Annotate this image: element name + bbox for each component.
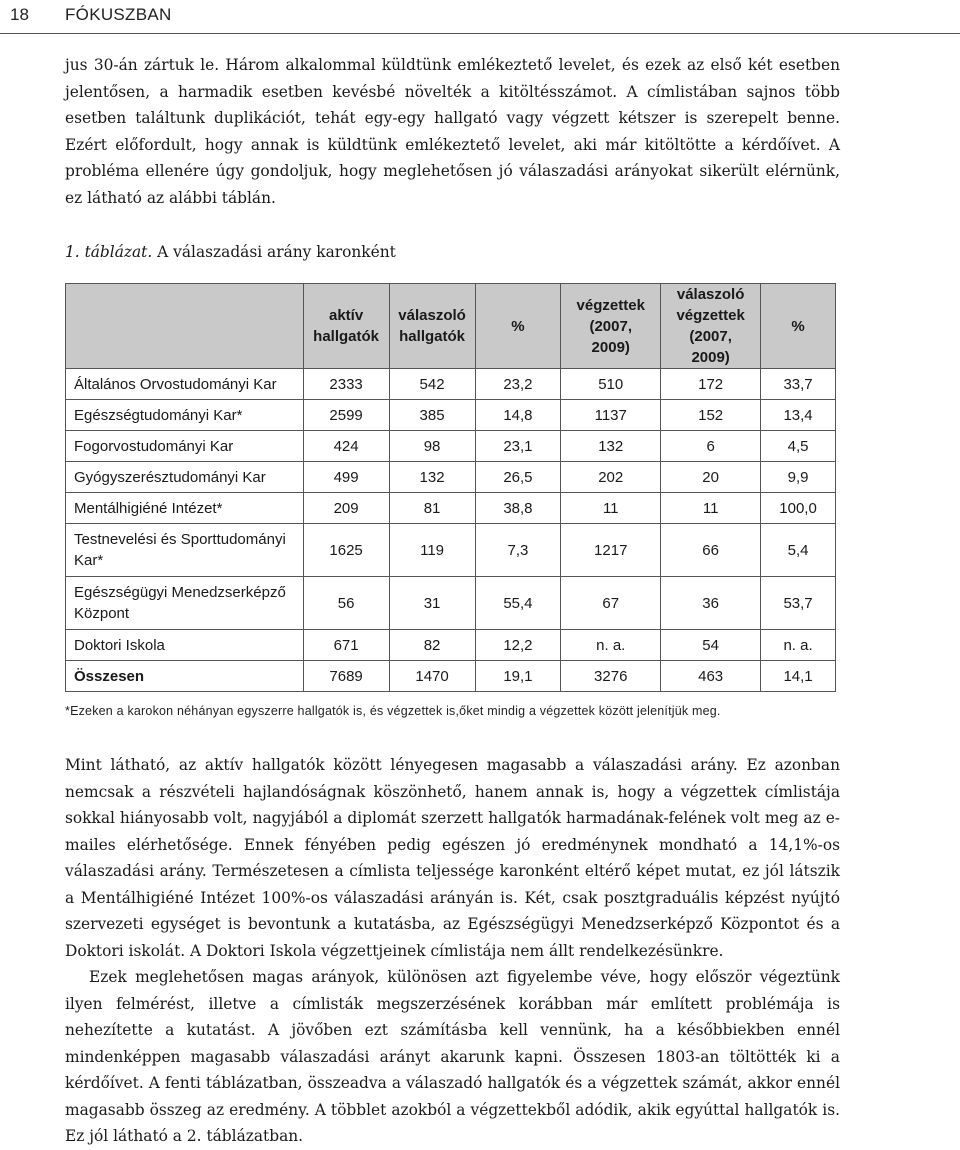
row-label: Doktori Iskola [66,630,304,661]
table-cell: 11 [561,493,661,524]
table-cell: n. a. [761,630,836,661]
table-cell: 152 [661,400,761,431]
table-cell: 7,3 [475,524,561,577]
row-label: Testnevelési és Sporttudományi Kar* [66,524,304,577]
table-cell: 209 [303,493,389,524]
table-cell: 12,2 [475,630,561,661]
table-cell: 5,4 [761,524,836,577]
table-cell: 53,7 [761,577,836,630]
column-header: válaszoló végzettek (2007, 2009) [661,284,761,369]
table-cell: 132 [389,462,475,493]
body-paragraph-1: Mint látható, az aktív hallgatók között lényegesen magasabb a válaszadási arány. Ez azonban nemcsak a részvételi hajlandóságnak köszönhető, hanem annak is, hogy a végzettek címlistája sokkal hiányosabb volt, nagyjából a diplomát szerzett hallgatók harmadának-felének volt meg az e-mailes elérhetősége. Ennek fényében pedig egészen jó eredménynek mondható a 14,1%-os válaszadási arány. Természetesen a címlista teljessége karonként eltérő képet mutat, ez jól látszik a Mentálhigiéné Intézet 100%-os válaszadási arányán is. Két, csak posztgraduális képzést nyújtó szervezeti egységet is bevontunk a kutatásba, az Egészségügyi Menedzserképző Központot és a Doktori iskolát. A Doktori Iskola végzettjeinek címlistája nem állt rendelkezésünkre. [65,756,840,960]
page-number: 18 [10,5,29,24]
body-paragraph-2: Ezek meglehetősen magas arányok, különösen azt figyelembe véve, hogy először végeztünk ilyen felmérést, illetve a címlisták megszerzésének korábban már említett problémája is nehezítette a kutatást. A jövőben ezt számításba kell vennünk, ha a későbbiekben ennél mindenképpen magasabb válaszadási arányt akarunk kapni. Összesen 1803-an töltötték ki a kérdőívet. A fenti táblázatban, összeadva a válaszadó hallgatók és a végzettek számát, akkor ennél magasabb összeg az eredmény. A többlet azokból a végzettekből adódik, akik egyúttal hallgatók is. Ez jól látható a 2. táblázatban. [65,968,840,1145]
table-cell: 11 [661,493,761,524]
table-cell: 82 [389,630,475,661]
table-cell: 14,8 [475,400,561,431]
table-header-row [66,284,836,369]
section-title: FÓKUSZBAN [65,5,172,24]
header-rule [0,33,960,34]
row-label: Gyógyszerésztudományi Kar [66,462,304,493]
table-cell: 9,9 [761,462,836,493]
page-header [0,0,960,34]
table-cell: n. a. [561,630,661,661]
table-cell: 1625 [303,524,389,577]
table-cell: 132 [561,431,661,462]
table-cell: 1137 [561,400,661,431]
table-cell: 499 [303,462,389,493]
table-cell: 14,1 [761,661,836,692]
table-cell: 424 [303,431,389,462]
table-cell: 66 [661,524,761,577]
header-empty-cell [66,284,304,369]
column-header: % [475,284,561,369]
table-cell: 172 [661,369,761,400]
table-caption-label: 1. táblázat. [65,243,153,261]
table-row [66,462,836,493]
table-cell: 36 [661,577,761,630]
table-total-row [66,661,836,692]
table-cell: 13,4 [761,400,836,431]
table-cell: 1470 [389,661,475,692]
table-cell: 26,5 [475,462,561,493]
table-row [66,431,836,462]
row-label-total: Összesen [66,661,304,692]
table-row [66,400,836,431]
table-cell: 100,0 [761,493,836,524]
table-cell: 2333 [303,369,389,400]
table-cell: 385 [389,400,475,431]
table-cell: 4,5 [761,431,836,462]
table-cell: 31 [389,577,475,630]
intro-paragraph: jus 30-án zártuk le. Három alkalommal küldtünk emlékeztető levelet, és ezek az első két esetben jelentősen, a harmadik esetben kevésbé növelték a kitöltésszámot. A címlistában sajnos több esetben találtunk duplikációt, tehát egy-egy hallgató vagy végzett kétszer is szerepelt benne. Ezért előfordult, hogy annak is küldtünk emlékeztető levelet, aki már kitöltötte a kérdőívet. A probléma ellenére úgy gondoljuk, hogy meglehetősen jó válaszadási arányokat sikerült elérnünk, ez látható az alábbi táblán. [65,56,840,207]
table-cell: 542 [389,369,475,400]
response-rate-table [65,283,836,692]
column-header: aktív hallgatók [303,284,389,369]
row-label: Egészségtudományi Kar* [66,400,304,431]
row-label: Általános Orvostudományi Kar [66,369,304,400]
table-cell: 1217 [561,524,661,577]
column-header: végzettek (2007, 2009) [561,284,661,369]
column-header: válaszoló hallgatók [389,284,475,369]
table-cell: 19,1 [475,661,561,692]
table-row [66,524,836,577]
table-cell: 20 [661,462,761,493]
table-row [66,493,836,524]
row-label: Mentálhigiéné Intézet* [66,493,304,524]
table-cell: 2599 [303,400,389,431]
row-label: Fogorvostudományi Kar [66,431,304,462]
table-cell: 6 [661,431,761,462]
table-cell: 202 [561,462,661,493]
table-row [66,577,836,630]
table-cell: 510 [561,369,661,400]
table-cell: 7689 [303,661,389,692]
table-cell: 23,2 [475,369,561,400]
table-footnote: *Ezeken a karokon néhányan egyszerre hallgatók is, és végzettek is,őket mindig a végzettek között jelenítjük meg. [65,704,721,718]
table-cell: 3276 [561,661,661,692]
table-cell: 463 [661,661,761,692]
table-caption [65,243,396,261]
table-row [66,630,836,661]
table-cell: 55,4 [475,577,561,630]
table-row [66,369,836,400]
table-cell: 33,7 [761,369,836,400]
column-header: % [761,284,836,369]
table-cell: 56 [303,577,389,630]
table-cell: 119 [389,524,475,577]
table-cell: 67 [561,577,661,630]
table-cell: 23,1 [475,431,561,462]
table-cell: 81 [389,493,475,524]
table-cell: 98 [389,431,475,462]
table-caption-title: A válaszadási arány karonként [157,243,396,261]
table-cell: 38,8 [475,493,561,524]
table-cell: 54 [661,630,761,661]
table-cell: 671 [303,630,389,661]
row-label: Egészségügyi Menedzserképző Központ [66,577,304,630]
